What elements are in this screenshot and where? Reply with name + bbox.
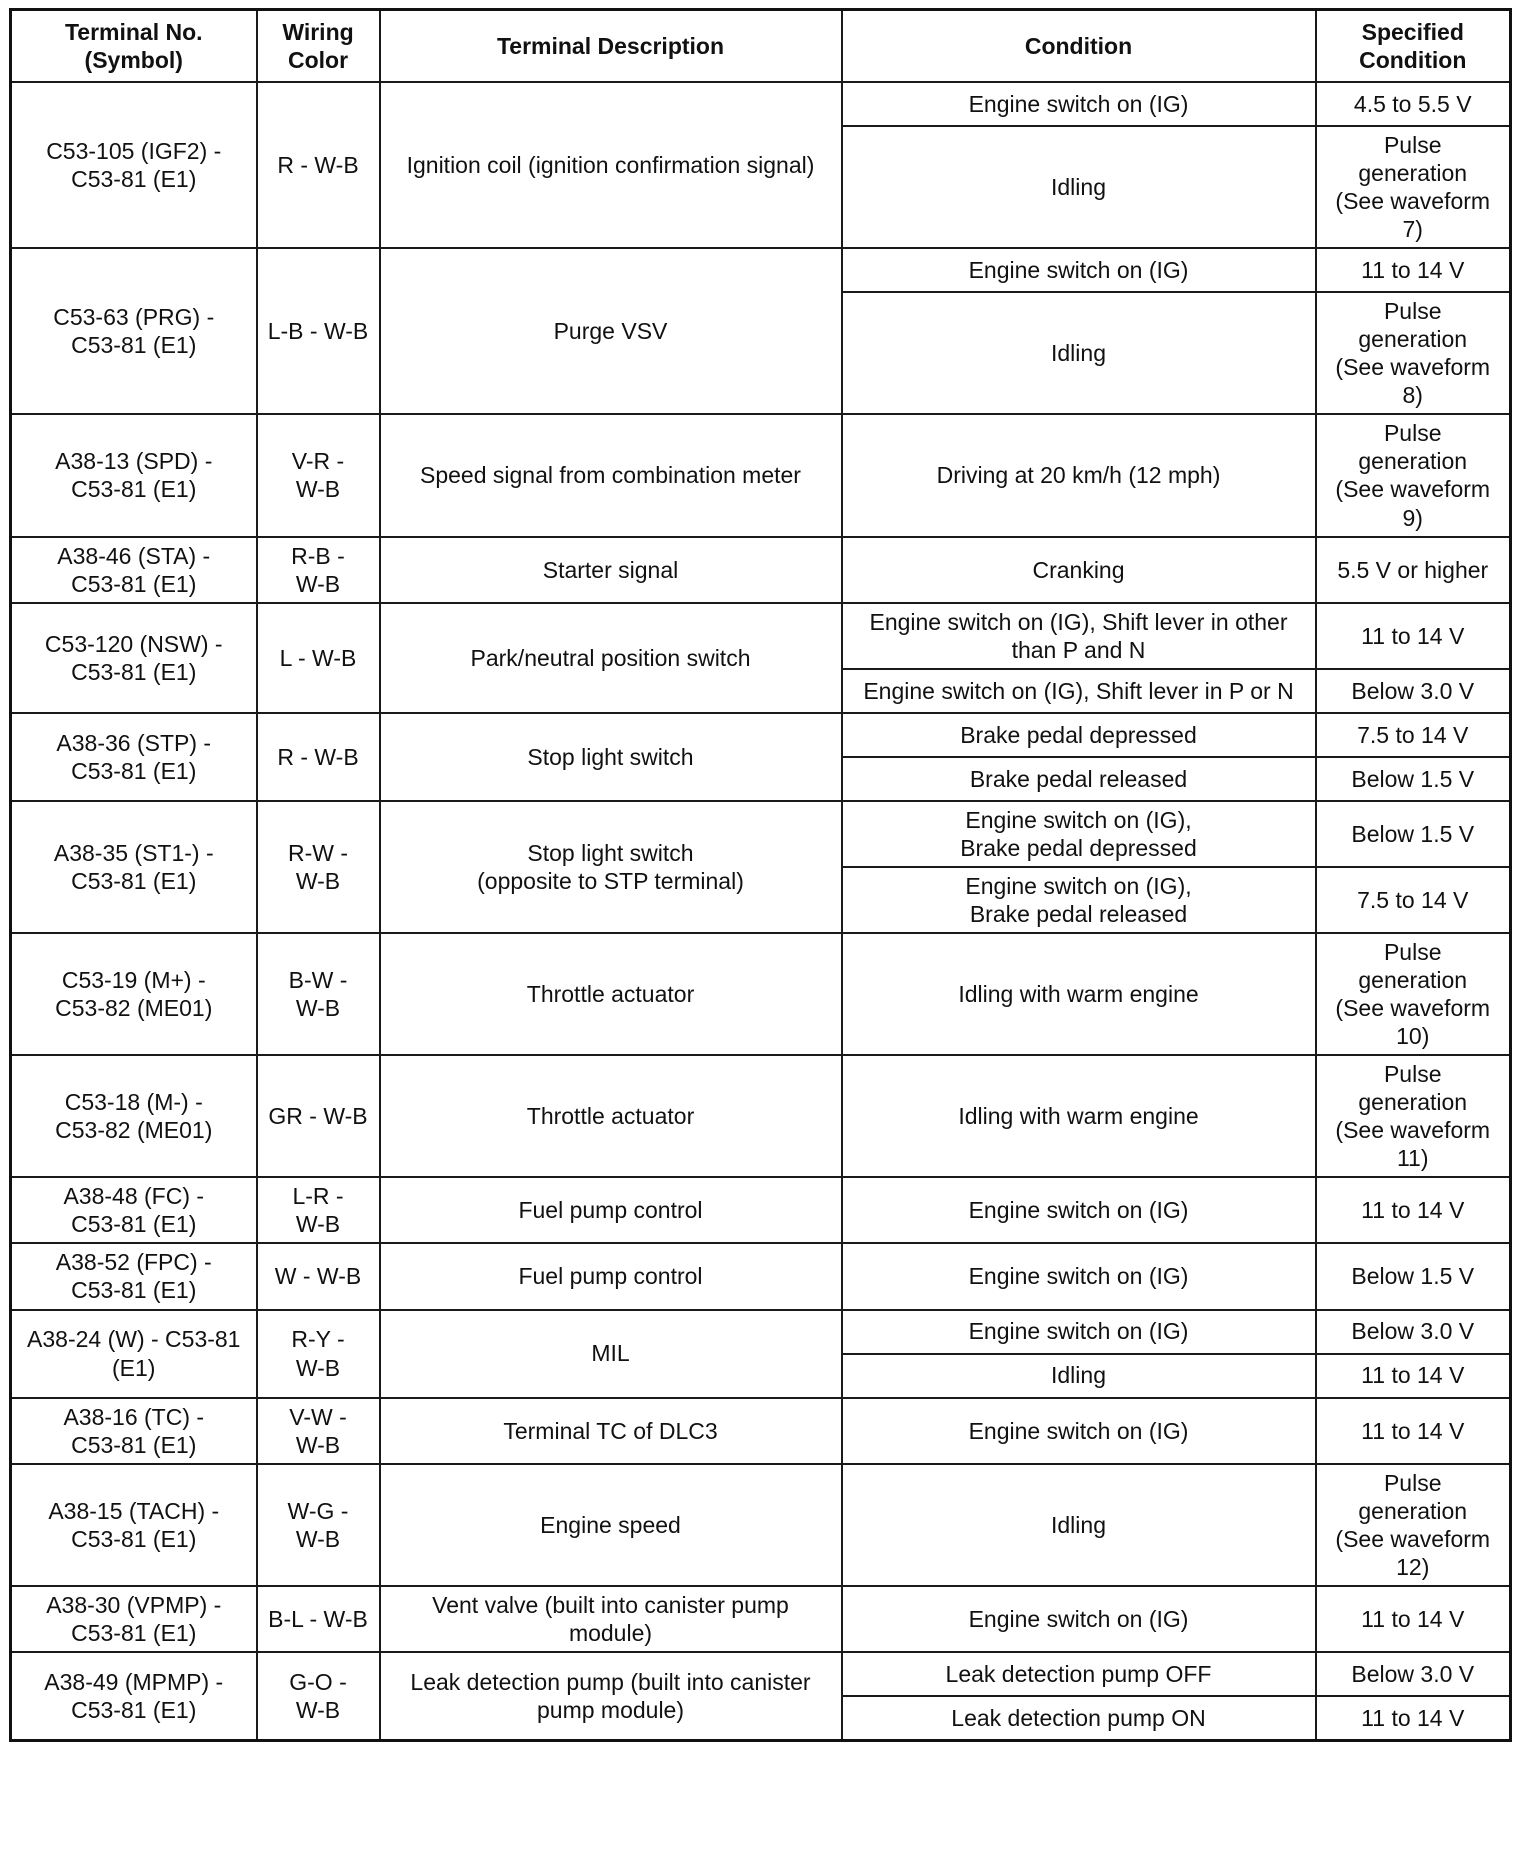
wiring-color-cell: L-R - W-B [257, 1177, 380, 1243]
condition-cell: Leak detection pump OFF [842, 1652, 1316, 1696]
wiring-color-cell: R-W - W-B [257, 801, 380, 933]
terminal-cell: A38-15 (TACH) - C53-81 (E1) [11, 1464, 257, 1586]
wiring-color-cell: R - W-B [257, 713, 380, 801]
terminal-cell: A38-49 (MPMP) - C53-81 (E1) [11, 1652, 257, 1741]
terminal-cell: C53-63 (PRG) - C53-81 (E1) [11, 248, 257, 414]
description-cell: Throttle actuator [380, 933, 842, 1055]
specified-condition-cell: Below 1.5 V [1316, 757, 1511, 801]
table-row [11, 801, 1511, 867]
terminal-cell: A38-35 (ST1-) - C53-81 (E1) [11, 801, 257, 933]
condition-cell: Idling [842, 126, 1316, 248]
specified-condition-cell: 4.5 to 5.5 V [1316, 82, 1511, 126]
condition-cell: Engine switch on (IG) [842, 1310, 1316, 1354]
specified-condition-cell: Below 1.5 V [1316, 1243, 1511, 1309]
wiring-color-cell: R - W-B [257, 82, 380, 248]
table-row [11, 1177, 1511, 1243]
condition-cell: Idling [842, 292, 1316, 414]
condition-cell: Engine switch on (IG), Shift lever in other than P and N [842, 603, 1316, 669]
condition-cell: Engine switch on (IG), Brake pedal depressed [842, 801, 1316, 867]
specified-condition-cell: 5.5 V or higher [1316, 537, 1511, 603]
description-cell: Starter signal [380, 537, 842, 603]
description-cell: Leak detection pump (built into canister pump module) [380, 1652, 842, 1741]
specified-condition-cell: Below 3.0 V [1316, 669, 1511, 713]
terminal-cell: A38-24 (W) - C53-81 (E1) [11, 1310, 257, 1398]
description-cell: Throttle actuator [380, 1055, 842, 1177]
wiring-color-cell: R-B - W-B [257, 537, 380, 603]
specified-condition-cell: Below 3.0 V [1316, 1310, 1511, 1354]
description-cell: Fuel pump control [380, 1243, 842, 1309]
wiring-color-cell: W - W-B [257, 1243, 380, 1309]
condition-cell: Engine switch on (IG), Brake pedal released [842, 867, 1316, 933]
table-row [11, 1652, 1511, 1696]
condition-cell: Engine switch on (IG), Shift lever in P or N [842, 669, 1316, 713]
wiring-color-cell: R-Y - W-B [257, 1310, 380, 1398]
header-row [11, 10, 1511, 83]
header-terminal: Terminal No. (Symbol) [11, 10, 257, 83]
terminal-cell: A38-52 (FPC) - C53-81 (E1) [11, 1243, 257, 1309]
wiring-color-cell: L - W-B [257, 603, 380, 713]
specified-condition-cell: 11 to 14 V [1316, 248, 1511, 292]
specified-condition-cell: Pulse generation (See waveform 10) [1316, 933, 1511, 1055]
terminal-cell: A38-46 (STA) - C53-81 (E1) [11, 537, 257, 603]
specified-condition-cell: 11 to 14 V [1316, 603, 1511, 669]
condition-cell: Brake pedal released [842, 757, 1316, 801]
specified-condition-cell: 7.5 to 14 V [1316, 713, 1511, 757]
specified-condition-cell: Pulse generation (See waveform 7) [1316, 126, 1511, 248]
table-row [11, 1398, 1511, 1464]
description-cell: Terminal TC of DLC3 [380, 1398, 842, 1464]
condition-cell: Engine switch on (IG) [842, 1586, 1316, 1652]
table-header [11, 10, 1511, 83]
header-terminal-description: Terminal Description [380, 10, 842, 83]
specified-condition-cell: 11 to 14 V [1316, 1177, 1511, 1243]
condition-cell: Idling [842, 1464, 1316, 1586]
terminal-cell: C53-19 (M+) - C53-82 (ME01) [11, 933, 257, 1055]
table-row [11, 1586, 1511, 1652]
table-row [11, 1464, 1511, 1586]
specified-condition-cell: Below 1.5 V [1316, 801, 1511, 867]
terminal-spec-table [9, 8, 1512, 1742]
terminal-cell: C53-18 (M-) - C53-82 (ME01) [11, 1055, 257, 1177]
specified-condition-cell: 11 to 14 V [1316, 1696, 1511, 1741]
table-row [11, 603, 1511, 669]
wiring-color-cell: V-R - W-B [257, 414, 380, 536]
specified-condition-cell: Pulse generation (See waveform 8) [1316, 292, 1511, 414]
wiring-color-cell: G-O - W-B [257, 1652, 380, 1741]
header-wiring-color: Wiring Color [257, 10, 380, 83]
description-cell: Speed signal from combination meter [380, 414, 842, 536]
condition-cell: Driving at 20 km/h (12 mph) [842, 414, 1316, 536]
wiring-color-cell: B-W - W-B [257, 933, 380, 1055]
table-row [11, 537, 1511, 603]
terminal-cell: A38-36 (STP) - C53-81 (E1) [11, 713, 257, 801]
description-cell: Ignition coil (ignition confirmation signal) [380, 82, 842, 248]
condition-cell: Engine switch on (IG) [842, 1398, 1316, 1464]
description-cell: Engine speed [380, 1464, 842, 1586]
terminal-cell: A38-13 (SPD) - C53-81 (E1) [11, 414, 257, 536]
terminal-cell: A38-16 (TC) - C53-81 (E1) [11, 1398, 257, 1464]
description-cell: MIL [380, 1310, 842, 1398]
table-row [11, 1243, 1511, 1309]
table-row [11, 713, 1511, 757]
table-row [11, 1055, 1511, 1177]
table-row [11, 933, 1511, 1055]
table-body [11, 82, 1511, 1740]
wiring-color-cell: L-B - W-B [257, 248, 380, 414]
specified-condition-cell: Below 3.0 V [1316, 1652, 1511, 1696]
terminal-cell: A38-30 (VPMP) - C53-81 (E1) [11, 1586, 257, 1652]
table-row [11, 82, 1511, 126]
condition-cell: Engine switch on (IG) [842, 82, 1316, 126]
specified-condition-cell: 7.5 to 14 V [1316, 867, 1511, 933]
description-cell: Purge VSV [380, 248, 842, 414]
table-row [11, 414, 1511, 536]
specified-condition-cell: 11 to 14 V [1316, 1398, 1511, 1464]
specified-condition-cell: Pulse generation (See waveform 11) [1316, 1055, 1511, 1177]
specified-condition-cell: Pulse generation (See waveform 9) [1316, 414, 1511, 536]
condition-cell: Engine switch on (IG) [842, 248, 1316, 292]
specified-condition-cell: 11 to 14 V [1316, 1354, 1511, 1398]
description-cell: Vent valve (built into canister pump module) [380, 1586, 842, 1652]
terminal-cell: C53-120 (NSW) - C53-81 (E1) [11, 603, 257, 713]
table-row [11, 1310, 1511, 1354]
description-cell: Stop light switch [380, 713, 842, 801]
description-cell: Fuel pump control [380, 1177, 842, 1243]
condition-cell: Cranking [842, 537, 1316, 603]
description-cell: Park/neutral position switch [380, 603, 842, 713]
header-specified-condition: Specified Condition [1316, 10, 1511, 83]
condition-cell: Engine switch on (IG) [842, 1177, 1316, 1243]
condition-cell: Idling with warm engine [842, 933, 1316, 1055]
specified-condition-cell: 11 to 14 V [1316, 1586, 1511, 1652]
condition-cell: Idling with warm engine [842, 1055, 1316, 1177]
header-condition: Condition [842, 10, 1316, 83]
condition-cell: Idling [842, 1354, 1316, 1398]
wiring-color-cell: V-W - W-B [257, 1398, 380, 1464]
condition-cell: Brake pedal depressed [842, 713, 1316, 757]
wiring-color-cell: W-G - W-B [257, 1464, 380, 1586]
terminal-cell: C53-105 (IGF2) - C53-81 (E1) [11, 82, 257, 248]
table-row [11, 248, 1511, 292]
description-cell: Stop light switch (opposite to STP terminal) [380, 801, 842, 933]
condition-cell: Engine switch on (IG) [842, 1243, 1316, 1309]
wiring-color-cell: GR - W-B [257, 1055, 380, 1177]
condition-cell: Leak detection pump ON [842, 1696, 1316, 1741]
specified-condition-cell: Pulse generation (See waveform 12) [1316, 1464, 1511, 1586]
wiring-color-cell: B-L - W-B [257, 1586, 380, 1652]
terminal-cell: A38-48 (FC) - C53-81 (E1) [11, 1177, 257, 1243]
